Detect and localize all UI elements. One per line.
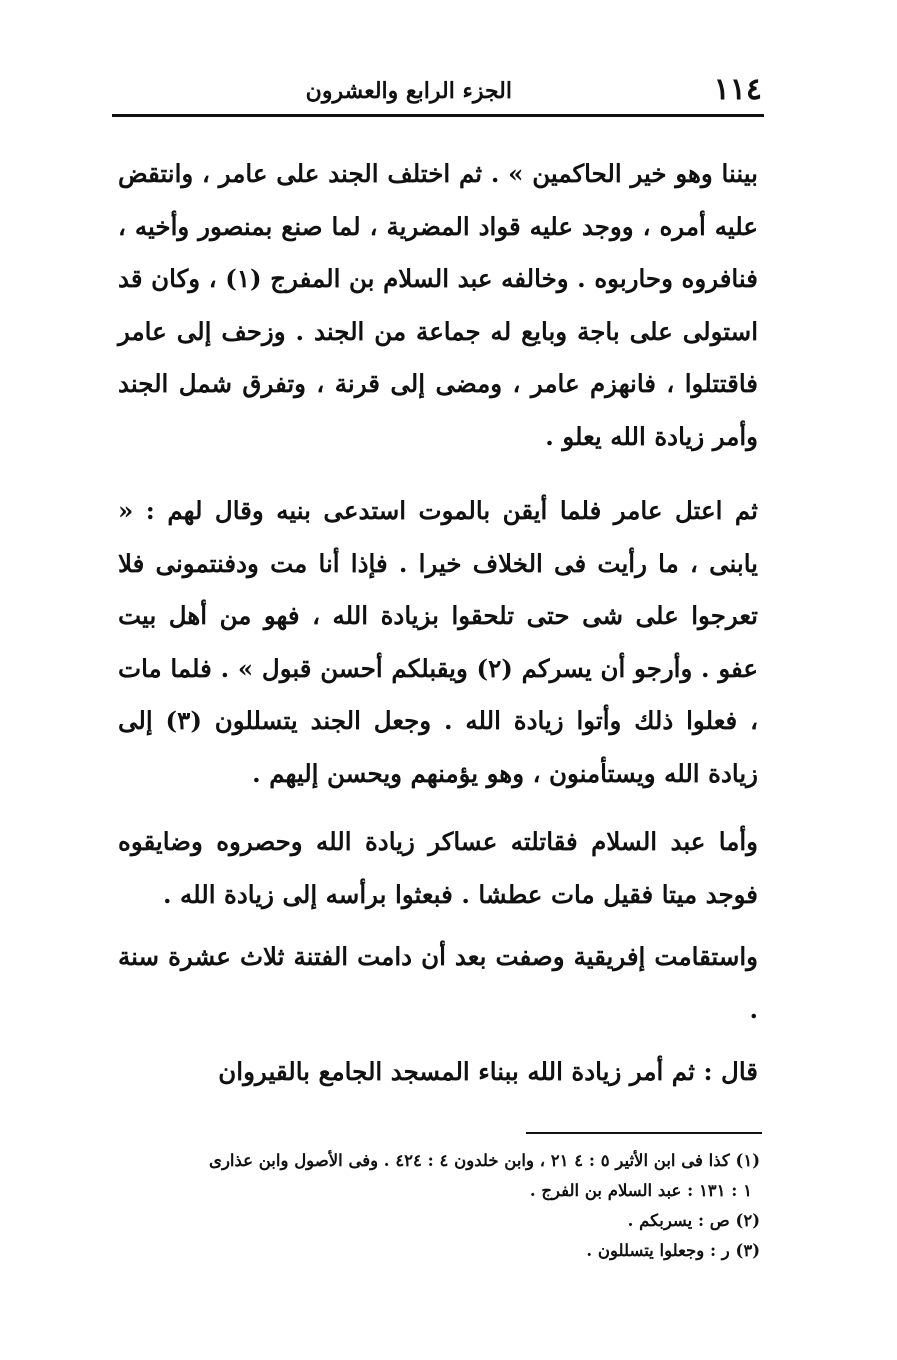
running-title: الجزء الرابع والعشرون <box>305 78 512 104</box>
paragraph-3: وأما عبد السلام فقاتلته عساكر زيادة الله وحصروه وضايقوه فوجد ميتا فقيل مات عطشا . فبعثوا برأسه إلى زيادة الله . <box>118 827 758 909</box>
paragraph-5: قال : ثم أمر زيادة الله ببناء المسجد الجامع بالقيروان <box>218 1057 758 1086</box>
header-rule <box>112 114 764 117</box>
page-header <box>112 72 762 112</box>
footnote-rule <box>526 1132 762 1134</box>
footnote-1: (١) كذا فى ابن الأثير ٥ : ٤ ٢١ ، وابن خلدون ٤ : ٤٢٤ . وفى الأصول وابن عذارى <box>209 1151 760 1170</box>
footnotes <box>120 1146 760 1266</box>
footnote-2: (٢) ص : يسربكم . <box>627 1211 760 1230</box>
paragraph-4: واستقامت إفريقية وصفت بعد أن دامت الفتنة ثلاث عشرة سنة . <box>118 942 758 1024</box>
footnote-1-continued: ١ : ١٣١ : عبد السلام بن الفرج . <box>529 1181 752 1200</box>
main-text <box>118 148 758 1099</box>
paragraph-2: ثم اعتل عامر فلما أيقن بالموت استدعى بنيه وقال لهم : « يابنى ، ما رأيت فى الخلاف خيرا . فإذا أنا مت ودفنتمونى فلا تعرجوا على شى حتى تلحقوا بزيادة الله ، فهو من أهل بيت عفو . وأرجو أن يسركم (٢) ويقبلكم أحسن قبول » . فلما مات ، فعلوا ذلك وأتوا زيادة الله . وجعل الجند يتسللون (٣) إلى زيادة الله ويستأمنون ، وهو يؤمنهم ويحسن إليهم . <box>118 496 758 788</box>
page-number: ١١٤ <box>713 72 762 107</box>
paragraph-1: بيننا وهو خير الحاكمين » . ثم اختلف الجند على عامر ، وانتقض عليه أمره ، ووجد عليه قواد المضرية ، لما صنع بمنصور وأخيه ، فنافروه وحاربوه . وخالفه عبد السلام بن المفرج (١) ، وكان قد استولى على باجة وبايع له جماعة من الجند . وزحف إلى عامر فاقتتلوا ، فانهزم عامر ، ومضى إلى قرنة ، وتفرق شمل الجند وأمر زيادة الله يعلو . <box>118 159 758 451</box>
footnote-3: (٣) ر : وجعلوا يتسللون . <box>586 1241 760 1260</box>
